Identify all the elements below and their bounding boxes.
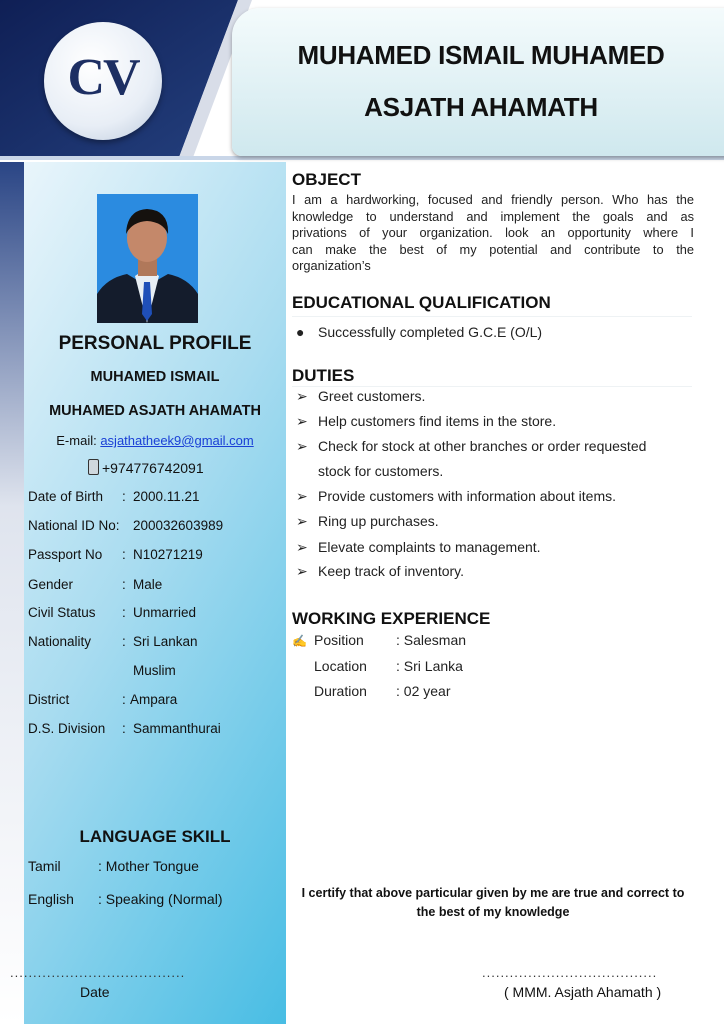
- sidebar-edge-strip: [0, 162, 24, 1024]
- section-divider: [292, 316, 692, 317]
- duty-text: Ring up purchases.: [318, 513, 439, 529]
- working-experience-heading: WORKING EXPERIENCE: [292, 609, 491, 628]
- arrow-bullet-icon: ➢: [296, 413, 308, 429]
- language-tamil-label: Tamil: [28, 858, 61, 874]
- signatory-name: ( MMM. Asjath Ahamath ): [504, 984, 662, 1000]
- cv-logo: [44, 22, 162, 140]
- nationality-sep: :: [122, 634, 126, 649]
- education-item-text: Successfully completed G.C.E (O/L): [318, 324, 543, 340]
- civil-status-label: Civil Status: [28, 605, 96, 620]
- duty-text: Provide customers with information about items.: [318, 488, 617, 504]
- section-divider: [292, 386, 692, 387]
- arrow-bullet-icon: ➢: [296, 388, 308, 404]
- duty-text: Keep track of inventory.: [318, 563, 465, 579]
- experience-position-label: Position: [314, 632, 364, 648]
- nationality-value: Sri Lankan: [133, 634, 198, 649]
- full-name-line-2: ASJATH AHAMATH: [364, 92, 598, 122]
- duty-item: [296, 488, 616, 505]
- name-banner: [232, 8, 724, 156]
- arrow-bullet-icon: ➢: [296, 539, 308, 555]
- bullet-dot-icon: ●: [296, 324, 305, 340]
- arrow-bullet-icon: ➢: [296, 488, 308, 504]
- date-signature-line: ......................................: [10, 965, 186, 980]
- sidebar-name-line-2: MUHAMED ASJATH AHAMATH: [49, 403, 261, 419]
- ds-division-label: D.S. Division: [28, 721, 106, 736]
- duty-item: [296, 438, 646, 455]
- cv-logo-text: CV: [67, 48, 139, 106]
- duty-text: stock for customers.: [318, 463, 444, 479]
- object-line: privations of your organization. look an opportunity where I: [292, 225, 694, 240]
- email-link[interactable]: asjathatheek9@gmail.com: [100, 433, 254, 448]
- duty-text: Help customers find items in the store.: [318, 413, 557, 429]
- experience-location-value: : Sri Lanka: [396, 658, 463, 674]
- date-label: Date: [80, 984, 110, 1000]
- ds-division-value: Sammanthurai: [133, 721, 221, 736]
- gender-value: Male: [133, 577, 163, 592]
- passport-label: Passport No: [28, 547, 103, 562]
- full-name-line-1: MUHAMED ISMAIL MUHAMED: [297, 40, 665, 70]
- arrow-bullet-icon: ➢: [296, 563, 308, 579]
- experience-position-value: : Salesman: [396, 632, 467, 648]
- sidebar-name-line-1: MUHAMED ISMAIL: [90, 369, 220, 385]
- duty-text: Check for stock at other branches or order requested: [318, 438, 647, 454]
- duty-text: Greet customers.: [318, 388, 426, 404]
- object-line: knowledge to understand and implement the goals and as: [292, 208, 694, 224]
- object-line: I am a hardworking, focused and friendly person. Who has the: [292, 192, 694, 207]
- education-item: [296, 324, 542, 340]
- duties-heading: DUTIES: [292, 366, 355, 385]
- object-line: organization’s: [292, 258, 371, 273]
- object-line: can make the best of my potential and contribute to the: [292, 241, 694, 257]
- nationality-label: Nationality: [28, 634, 92, 649]
- duty-item-continued: [296, 463, 443, 479]
- language-english-value: : Speaking (Normal): [98, 891, 223, 907]
- nic-label: National ID No:: [28, 518, 120, 533]
- writing-hand-icon: ✍: [292, 634, 307, 648]
- experience-position-row: [292, 632, 364, 648]
- personal-profile-heading: PERSONAL PROFILE: [58, 333, 252, 354]
- experience-duration-label: Duration: [314, 683, 367, 699]
- passport-value: N10271219: [133, 547, 203, 562]
- phone-row: [88, 459, 204, 476]
- gender-sep: :: [122, 577, 126, 592]
- education-heading: EDUCATIONAL QUALIFICATION: [292, 293, 551, 312]
- certification-line-2: the best of my knowledge: [416, 905, 570, 919]
- duty-item: [296, 563, 464, 580]
- duty-text: Elevate complaints to management.: [318, 539, 541, 555]
- experience-location-label: Location: [314, 658, 367, 674]
- duty-item: [296, 539, 541, 556]
- language-tamil-value: : Mother Tongue: [98, 858, 199, 874]
- arrow-bullet-icon: ➢: [296, 513, 308, 529]
- phone-number: +974776742091: [102, 460, 204, 476]
- experience-duration-value: : 02 year: [396, 683, 451, 699]
- signature-line: ......................................: [482, 965, 658, 980]
- ds-division-sep: :: [122, 721, 126, 736]
- certification-statement: [290, 884, 696, 922]
- language-skill-heading: LANGUAGE SKILL: [79, 827, 231, 846]
- district-label: District: [28, 692, 70, 707]
- arrow-bullet-icon: ➢: [296, 438, 308, 454]
- language-english-label: English: [28, 891, 74, 907]
- object-heading: OBJECT: [292, 170, 361, 189]
- district-value: Ampara: [130, 692, 178, 707]
- person-photo-icon: [97, 194, 198, 323]
- duty-item: [296, 513, 439, 530]
- dob-label: Date of Birth: [28, 489, 104, 504]
- passport-sep: :: [122, 547, 126, 562]
- email-row: [24, 433, 286, 448]
- dob-sep: :: [122, 489, 126, 504]
- district-sep: :: [122, 692, 126, 707]
- mobile-phone-icon: [88, 459, 99, 475]
- dob-value: 2000.11.21: [133, 489, 200, 504]
- certification-line-1: I certify that above particular given by me are true and correct to: [301, 886, 685, 900]
- profile-photo: [97, 194, 198, 323]
- civil-status-sep: :: [122, 605, 126, 620]
- gender-label: Gender: [28, 577, 74, 592]
- nic-value: 200032603989: [133, 518, 224, 533]
- civil-status-value: Unmarried: [133, 605, 197, 620]
- religion-value: Muslim: [133, 663, 176, 678]
- duty-item: [296, 413, 556, 430]
- email-label: E-mail:: [56, 433, 101, 448]
- object-paragraph: [292, 192, 694, 275]
- duty-item: [296, 388, 425, 405]
